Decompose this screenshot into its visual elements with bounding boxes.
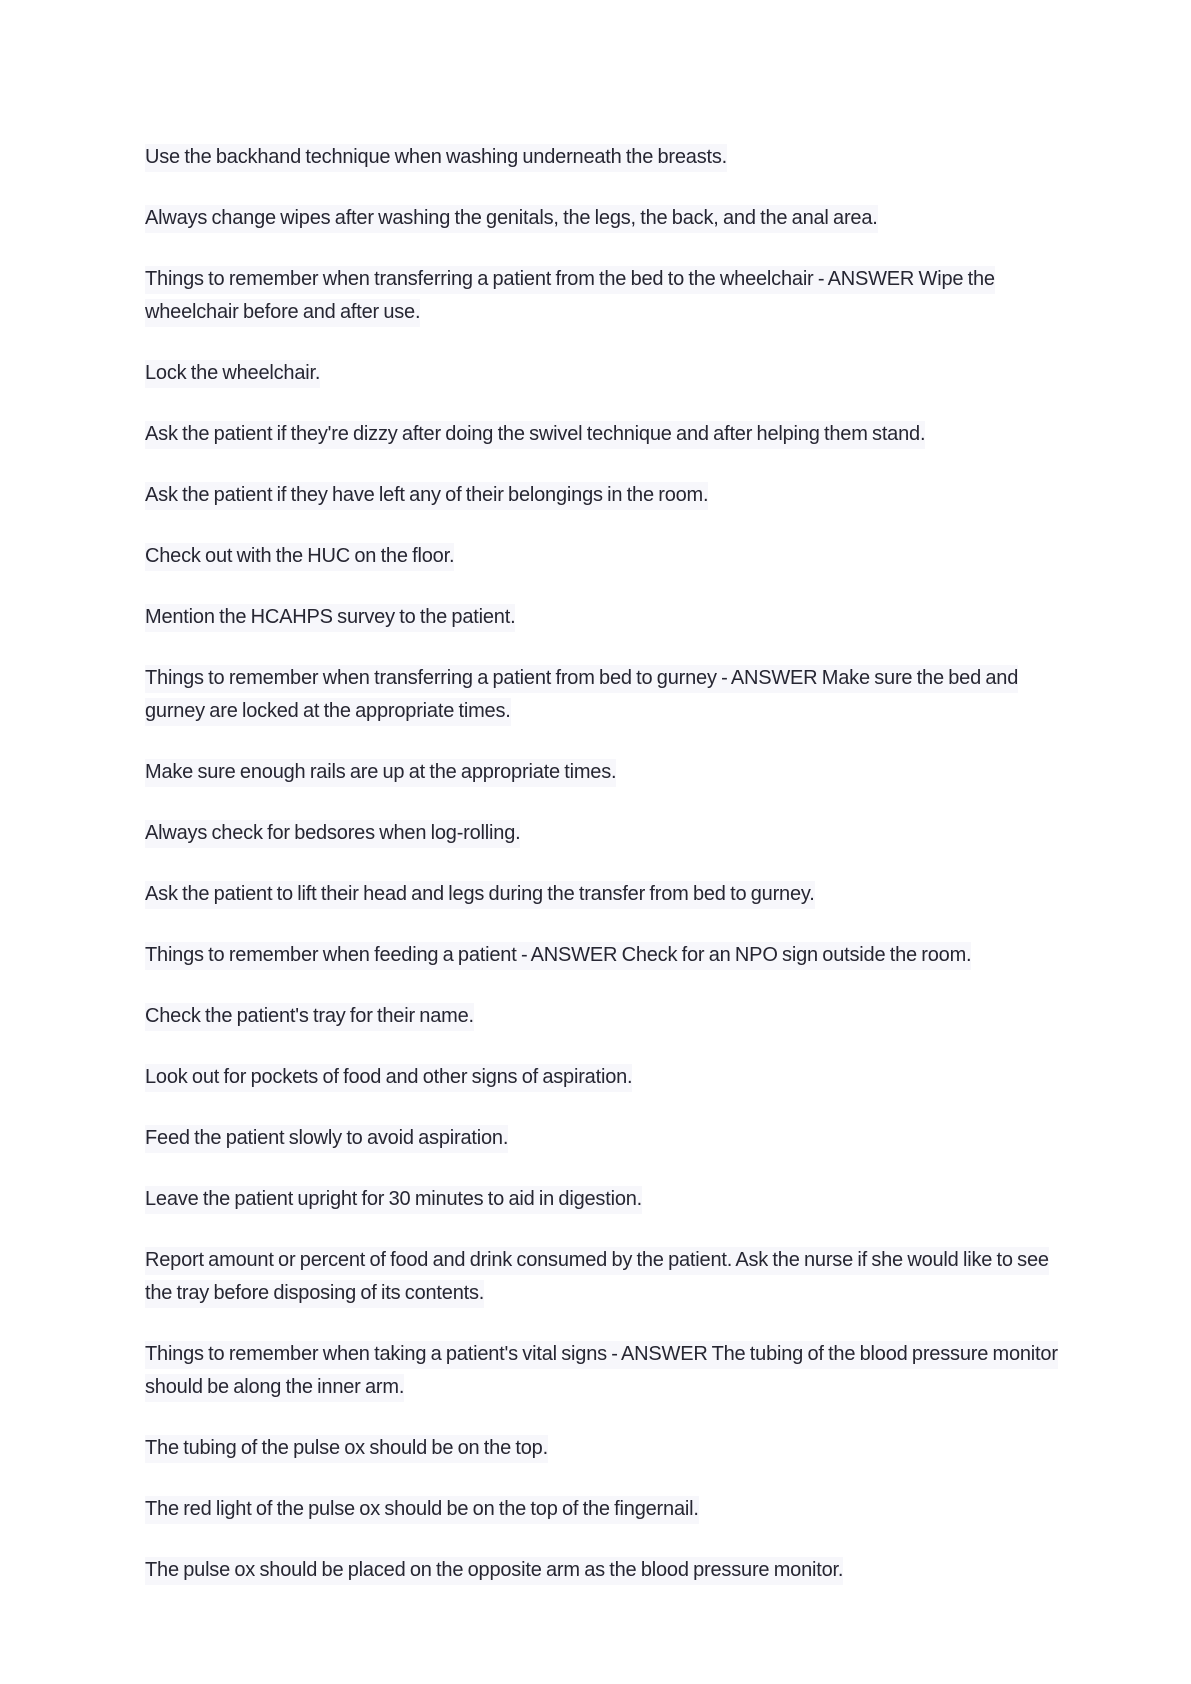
- paragraph: [145, 662, 1065, 728]
- paragraph-text: Always change wipes after washing the genitals, the legs, the back, and the anal area.: [145, 205, 878, 233]
- paragraph: [145, 1183, 1065, 1216]
- paragraph: [145, 1244, 1065, 1310]
- paragraph: [145, 1122, 1065, 1155]
- paragraph-text: Feed the patient slowly to avoid aspiration.: [145, 1125, 508, 1153]
- paragraph: [145, 1432, 1065, 1465]
- paragraph-text: Ask the patient if they're dizzy after doing the swivel technique and after helping them stand.: [145, 421, 925, 449]
- paragraph: [145, 756, 1065, 789]
- paragraph: [145, 1493, 1065, 1526]
- paragraph: [145, 418, 1065, 451]
- paragraph: [145, 263, 1065, 329]
- paragraph-text: Things to remember when feeding a patient - ANSWER Check for an NPO sign outside the room.: [145, 942, 971, 970]
- paragraph: [145, 1061, 1065, 1094]
- paragraph-text: Leave the patient upright for 30 minutes to aid in digestion.: [145, 1186, 642, 1214]
- paragraph-text: Check out with the HUC on the floor.: [145, 543, 454, 571]
- paragraph-text: Check the patient's tray for their name.: [145, 1003, 474, 1031]
- paragraph: [145, 357, 1065, 390]
- paragraph-text: Lock the wheelchair.: [145, 360, 320, 388]
- paragraph: [145, 878, 1065, 911]
- paragraph: [145, 202, 1065, 235]
- paragraph: [145, 1338, 1065, 1404]
- paragraph-text: Mention the HCAHPS survey to the patient.: [145, 604, 515, 632]
- paragraph-text: Use the backhand technique when washing underneath the breasts.: [145, 144, 727, 172]
- paragraph-text: Make sure enough rails are up at the appropriate times.: [145, 759, 616, 787]
- paragraph-text: Things to remember when transferring a patient from the bed to the wheelchair - ANSWER Wipe the wheelchair before and after use.: [145, 266, 995, 327]
- paragraph: [145, 601, 1065, 634]
- document-body: [145, 141, 1065, 1587]
- paragraph: [145, 1000, 1065, 1033]
- paragraph-text: The red light of the pulse ox should be on the top of the fingernail.: [145, 1496, 699, 1524]
- paragraph-text: Always check for bedsores when log-rolling.: [145, 820, 520, 848]
- paragraph-text: Ask the patient to lift their head and legs during the transfer from bed to gurney.: [145, 881, 815, 909]
- paragraph: [145, 141, 1065, 174]
- paragraph-text: The pulse ox should be placed on the opposite arm as the blood pressure monitor.: [145, 1557, 843, 1585]
- paragraph: [145, 479, 1065, 512]
- paragraph-text: Things to remember when transferring a patient from bed to gurney - ANSWER Make sure the bed and gurney are locked at the appropriate times.: [145, 665, 1018, 726]
- paragraph: [145, 540, 1065, 573]
- paragraph-text: The tubing of the pulse ox should be on the top.: [145, 1435, 548, 1463]
- paragraph-text: Look out for pockets of food and other signs of aspiration.: [145, 1064, 632, 1092]
- paragraph-text: Report amount or percent of food and drink consumed by the patient. Ask the nurse if she would like to see the tray before disposing of its contents.: [145, 1247, 1049, 1308]
- paragraph-text: Things to remember when taking a patient's vital signs - ANSWER The tubing of the blood pressure monitor should be along the inner arm.: [145, 1341, 1058, 1402]
- paragraph: [145, 1554, 1065, 1587]
- paragraph: [145, 817, 1065, 850]
- paragraph-text: Ask the patient if they have left any of their belongings in the room.: [145, 482, 708, 510]
- paragraph: [145, 939, 1065, 972]
